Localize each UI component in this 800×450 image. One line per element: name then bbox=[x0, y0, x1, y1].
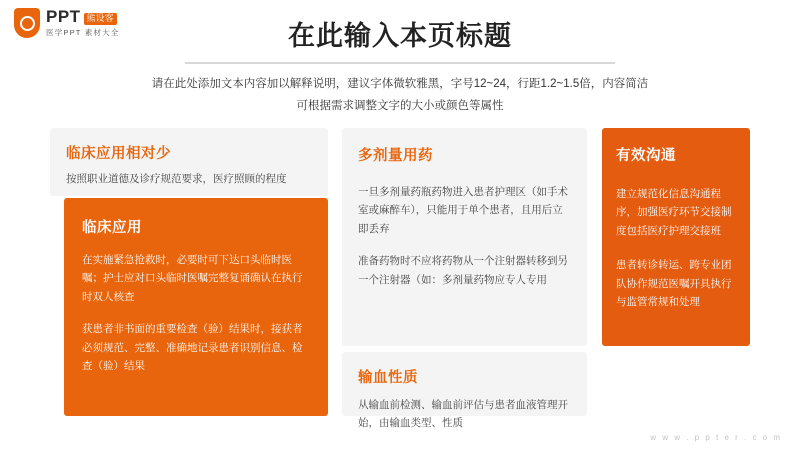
card-paragraph: 患者转诊转运、跨专业团队协作规范医嘱开具执行与监管常规和处理 bbox=[616, 259, 732, 308]
logo-badge: 熊设客 bbox=[84, 13, 117, 25]
slide-header bbox=[0, 14, 800, 116]
card-multidose-medication bbox=[342, 128, 587, 346]
card-clinical-application-rare bbox=[50, 128, 328, 196]
content-cards bbox=[50, 128, 750, 430]
footer-watermark: w w w . p p t e r . c o m bbox=[650, 433, 782, 442]
card-clinical-application bbox=[64, 198, 328, 416]
card-paragraph: 一旦多剂量药瓶药物进入患者护理区（如手术室或麻醉车），只能用于单个患者，且用后立即丢弃 bbox=[358, 186, 568, 235]
title-divider bbox=[185, 62, 615, 64]
card-heading: 有效沟通 bbox=[616, 148, 676, 164]
card-paragraph: 从输血前检测、输血前评估与患者血液管理开始，由输血类型、性质 bbox=[358, 399, 568, 430]
card-heading: 临床应用 bbox=[82, 220, 142, 236]
card-paragraph: 获患者非书面的重要检查（验）结果时，接获者必须规范、完整、准确地记录患者识别信息、检查（验）结果 bbox=[82, 323, 303, 372]
card-heading: 输血性质 bbox=[358, 370, 418, 386]
card-effective-communication bbox=[602, 128, 750, 346]
card-paragraph: 准备药物时不应将药物从一个注射器转移到另一个注射器（如：多剂量药物应专人专用 bbox=[358, 255, 568, 286]
subtitle-line-2: 可根据需求调整文字的大小或颜色等属性 bbox=[296, 100, 504, 113]
subtitle-line-1: 请在此处添加文本内容加以解释说明，建议字体微软雅黑，字号12~24，行距1.2~1.5倍，内容简洁 bbox=[151, 78, 649, 90]
page-title: 在此输入本页标题 bbox=[288, 21, 512, 51]
card-paragraph: 建立规范化信息沟通程序，加强医疗环节交接制度包括医疗护理交接班 bbox=[616, 188, 732, 237]
card-paragraph: 在实施紧急抢救时，必要时可下达口头临时医嘱；护士应对口头临时医嘱完整复诵确认在执行时双人核查 bbox=[82, 254, 303, 303]
card-heading: 多剂量用药 bbox=[358, 148, 433, 164]
card-heading: 临床应用相对少 bbox=[66, 146, 171, 162]
logo-tagline: 医学PPT 素材大全 bbox=[46, 28, 120, 37]
card-paragraph: 按照职业道德及诊疗规范要求，医疗照顾的程度 bbox=[66, 173, 287, 185]
logo-brand: PPT bbox=[46, 7, 81, 26]
card-transfusion-nature bbox=[342, 352, 587, 430]
